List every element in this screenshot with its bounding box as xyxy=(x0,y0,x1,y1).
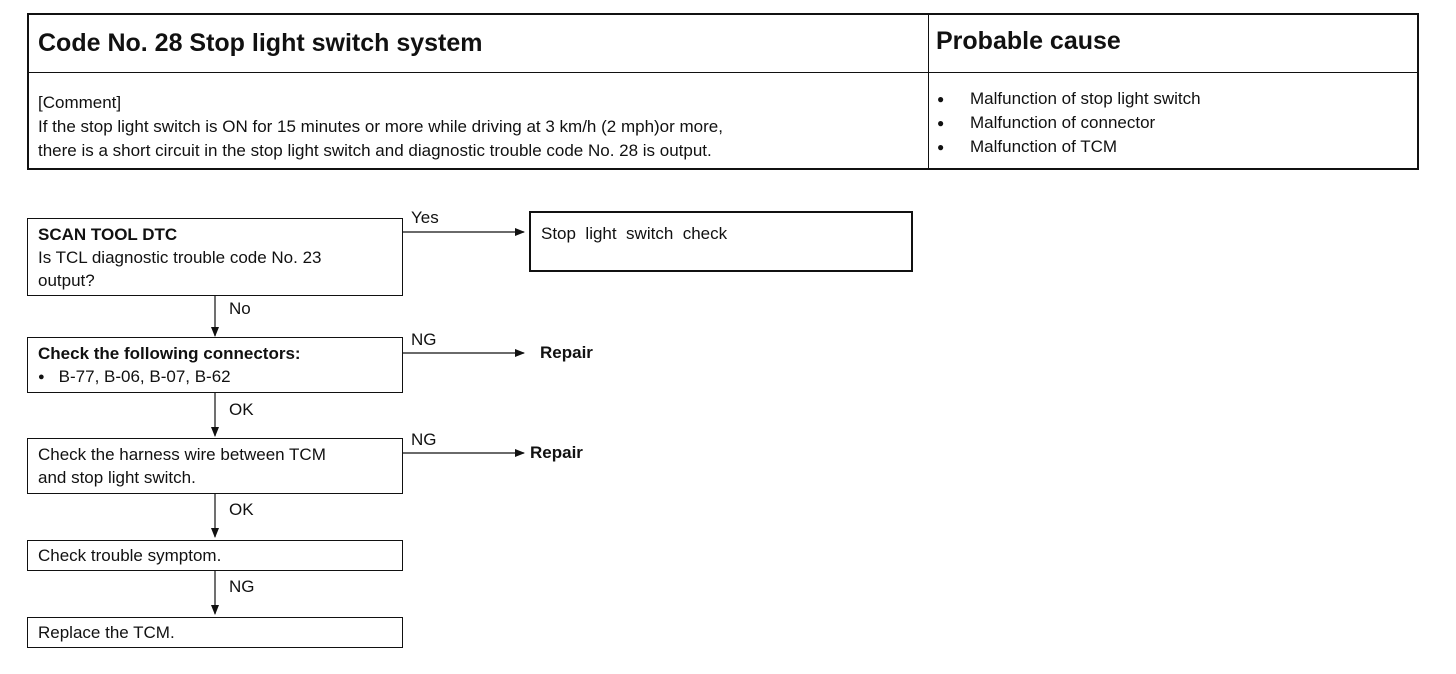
repair-label: Repair xyxy=(540,343,593,362)
step-text: Is TCL diagnostic trouble code No. 23 xyxy=(38,248,322,267)
step-text: output? xyxy=(38,271,95,290)
repair-label: Repair xyxy=(530,443,583,462)
cause-item: ● Malfunction of connector xyxy=(936,111,1201,135)
ok-label: OK xyxy=(229,400,254,419)
comment-line: there is a short circuit in the stop light switch and diagnostic trouble code No. 28 is output. xyxy=(38,141,712,160)
cause-item: ● Malfunction of stop light switch xyxy=(936,87,1201,111)
connector-list: ● B-77, B-06, B-07, B-62 xyxy=(38,365,392,391)
comment-label: [Comment] xyxy=(38,93,122,112)
step-title: SCAN TOOL DTC xyxy=(38,225,178,244)
check-harness-box xyxy=(27,438,403,494)
check-trouble-symptom-box: Check trouble symptom. xyxy=(27,540,403,571)
ng-label: NG xyxy=(229,577,255,596)
no-label: No xyxy=(229,299,251,318)
cause-item: ● Malfunction of TCM xyxy=(936,135,1201,159)
replace-tcm-box: Replace the TCM. xyxy=(27,617,403,648)
step-text: Check the harness wire between TCM xyxy=(38,445,326,464)
check-connectors-box xyxy=(27,337,403,393)
ng-label: NG xyxy=(411,430,437,449)
ok-label: OK xyxy=(229,500,254,519)
comment-line: If the stop light switch is ON for 15 minutes or more while driving at 3 km/h (2 mph)or more, xyxy=(38,117,723,136)
stop-light-switch-check-box: Stop light switch check xyxy=(529,211,913,272)
step-text: and stop light switch. xyxy=(38,468,196,487)
ng-label: NG xyxy=(411,330,437,349)
step-title: Check the following connectors: xyxy=(38,344,301,363)
yes-label: Yes xyxy=(411,208,439,227)
probable-cause-title: Probable cause xyxy=(936,27,1121,55)
code-title: Code No. 28 Stop light switch system xyxy=(38,29,483,57)
scan-tool-dtc-box xyxy=(27,218,403,296)
